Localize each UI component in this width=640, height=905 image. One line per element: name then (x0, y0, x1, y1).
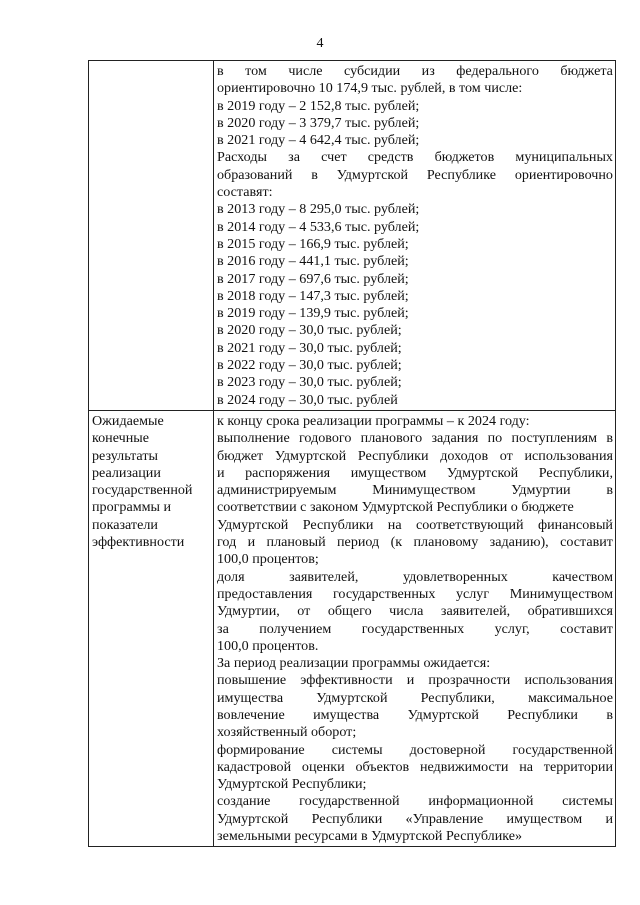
text-line (217, 621, 613, 638)
word: администрируемым (217, 482, 337, 499)
word: Республики, (538, 464, 613, 481)
text-line: Удмуртской Республики; (217, 776, 367, 793)
word: на (519, 758, 534, 775)
word: Удмуртской (407, 706, 479, 723)
text-line (217, 448, 613, 465)
word: год (217, 534, 237, 551)
text-line: в 2016 году – 441,1 тыс. рублей; (217, 253, 409, 270)
word: Минимуществом (372, 482, 476, 499)
table-row (89, 410, 616, 846)
page-number: 4 (316, 36, 324, 51)
word: в (606, 430, 613, 447)
word: использования (524, 672, 613, 689)
word: достоверной (409, 741, 486, 758)
word: и (217, 464, 225, 481)
word: по (487, 430, 503, 447)
text-line: в 2018 году – 147,3 тыс. рублей; (217, 287, 409, 304)
word: от (499, 447, 513, 464)
word: недвижимости (419, 758, 509, 775)
text-line: За период реализации программы ожидается: (217, 655, 491, 672)
word: муниципальных (515, 149, 613, 166)
word: предоставления (217, 585, 313, 602)
word: Расходы (217, 149, 267, 166)
text-line (217, 569, 613, 586)
word: заявителей, (289, 568, 359, 585)
text-line: составят: (217, 184, 273, 201)
word: государственной (299, 793, 400, 810)
word: Удмуртии, (217, 603, 280, 620)
word: имуществом (350, 464, 427, 481)
word: ориентировочно (514, 166, 613, 183)
text-line (217, 430, 613, 447)
text-line (217, 742, 613, 759)
word: числа (389, 603, 424, 620)
text-line (217, 534, 613, 551)
row1-label-cell (89, 61, 214, 411)
text-line (217, 793, 613, 810)
text-line (217, 465, 613, 482)
word: кадастровой (217, 758, 292, 775)
text-line: в 2023 году – 30,0 тыс. рублей; (217, 374, 402, 391)
word: составит (560, 620, 613, 637)
word: Республики, (420, 689, 495, 706)
word: повышение (217, 672, 287, 689)
text-line: в 2022 году – 30,0 тыс. рублей; (217, 357, 402, 374)
word: на (387, 516, 402, 533)
word: бюджета (560, 63, 613, 79)
text-line: в 2024 году – 30,0 тыс. рублей (217, 391, 398, 408)
word: формирование (217, 741, 305, 758)
text-line (217, 517, 613, 534)
word: выполнение (217, 430, 290, 447)
word: «Управление (405, 810, 484, 827)
text-line: ориентировочно 10 174,9 тыс. рублей, в том числе: (217, 80, 523, 97)
word: имущества (313, 706, 380, 723)
word: в (606, 706, 613, 723)
word: доля (217, 568, 245, 585)
word: услуг, (494, 620, 530, 637)
word: в (311, 166, 318, 183)
word: Удмуртской (316, 689, 388, 706)
row2-content-cell (214, 410, 616, 846)
word: соответствующий (416, 516, 524, 533)
word: услуг (455, 585, 490, 602)
word: задания (431, 430, 479, 447)
text-line (217, 603, 613, 620)
word: бюджетов (434, 149, 495, 166)
word: Республике (426, 166, 496, 183)
text-line: результаты (92, 447, 158, 464)
text-line: в 2021 году – 30,0 тыс. рублей; (217, 339, 402, 356)
word: период (337, 534, 380, 551)
word: за (217, 620, 229, 637)
word: качеством (552, 568, 613, 585)
word: заявителей, (440, 603, 511, 620)
word: информационной (428, 793, 534, 810)
text-line: показатели (92, 516, 158, 533)
word: общего (327, 603, 372, 620)
text-line: соответствии с законом Удмуртской Республики о бюджете (217, 499, 574, 516)
word: вовлечение (217, 706, 285, 723)
word: доходов (440, 447, 489, 464)
text-line: в 2020 году – 3 379,7 тыс. рублей; (217, 114, 420, 131)
text-line: в 2019 году – 139,9 тыс. рублей; (217, 305, 409, 322)
word: удовлетворенных (402, 568, 508, 585)
word: заданию), (489, 534, 549, 551)
word: Удмуртской (217, 810, 289, 827)
text-line: в 2020 году – 30,0 тыс. рублей; (217, 322, 402, 339)
text-line: реализации (92, 464, 161, 481)
word: плановому (413, 534, 479, 551)
text-line: земельными ресурсами в Удмуртской Республике» (217, 828, 523, 845)
word: образований (217, 166, 293, 183)
word: плановый (266, 534, 326, 551)
word: эффективности (300, 672, 393, 689)
row1-content-cell (214, 61, 616, 411)
word: Минимуществом (509, 585, 613, 602)
text-line: в 2013 году – 8 295,0 тыс. рублей; (217, 201, 420, 218)
word: использования (524, 447, 613, 464)
text-line: 100,0 процентов. (217, 637, 319, 654)
text-line: в 2014 году – 4 533,6 тыс. рублей; (217, 218, 420, 235)
word: от (297, 603, 311, 620)
word: Республики (357, 447, 429, 464)
text-line (217, 759, 613, 776)
word: поступлениям (511, 430, 598, 447)
word: государственных (361, 620, 465, 637)
word: распоряжения (245, 464, 331, 481)
text-line (217, 672, 613, 689)
word: оценки (301, 758, 345, 775)
text-line: эффективности (92, 534, 185, 551)
word: Республики (302, 516, 374, 533)
text-line: 100,0 процентов; (217, 551, 319, 568)
word: финансовый (537, 516, 613, 533)
word: за (288, 149, 300, 166)
text-line (217, 586, 613, 603)
text-line (217, 167, 613, 184)
word: годового (299, 430, 352, 447)
word: составит (560, 534, 613, 551)
text-line (217, 811, 613, 828)
word: и (406, 672, 415, 689)
text-line (217, 707, 613, 724)
text-line: государственной (92, 482, 193, 499)
row2-label-cell (89, 410, 214, 846)
word: государственной (512, 741, 613, 758)
text-line: к концу срока реализации программы – к 2024 году: (217, 412, 530, 429)
word: получением (259, 620, 332, 637)
word: и (605, 810, 613, 827)
word: бюджет (217, 447, 264, 464)
text-line: Ожидаемые (92, 412, 164, 429)
text-line (217, 482, 613, 499)
word: субсидии (344, 63, 401, 79)
word: обратившихся (527, 603, 613, 620)
word: Удмуртии (511, 482, 571, 499)
text-line: программы и (92, 499, 172, 516)
text-line: в 2017 году – 697,6 тыс. рублей; (217, 270, 409, 287)
word: Удмуртской (446, 464, 519, 481)
word: числе (288, 63, 323, 79)
word: объектов (355, 758, 410, 775)
word: федерального (456, 63, 539, 79)
word: счет (321, 149, 347, 166)
word: государственных (333, 585, 436, 602)
word: прозрачности (428, 672, 511, 689)
text-line: в 2015 году – 166,9 тыс. рублей; (217, 235, 409, 252)
text-line: хозяйственный оборот; (217, 724, 357, 741)
text-line: в 2021 году – 4 642,4 тыс. рублей; (217, 132, 420, 149)
word: системы (562, 793, 613, 810)
text-line (217, 63, 613, 80)
word: средств (367, 149, 414, 166)
word: системы (331, 741, 383, 758)
word: в (606, 482, 613, 499)
text-line (217, 690, 613, 707)
word: Республики (507, 706, 578, 723)
word: из (421, 63, 435, 79)
text-line: конечные (92, 430, 149, 447)
word: и (247, 534, 256, 551)
word: территории (543, 758, 613, 775)
word: Республики (311, 810, 383, 827)
word: том (245, 63, 267, 79)
word: Удмуртской (336, 166, 409, 183)
word: создание (217, 793, 271, 810)
word: максимальное (527, 689, 613, 706)
word: (к (390, 534, 403, 551)
word: Удмуртской (274, 447, 347, 464)
text-line: в 2019 году – 2 152,8 тыс. рублей; (217, 97, 420, 114)
word: имущества (217, 689, 284, 706)
word: имуществом (506, 810, 583, 827)
word: Удмуртской (217, 516, 289, 533)
word: планового (360, 430, 423, 447)
word: в (217, 63, 224, 79)
text-line (217, 149, 613, 166)
table-row (89, 61, 616, 411)
program-passport-table (88, 60, 616, 847)
